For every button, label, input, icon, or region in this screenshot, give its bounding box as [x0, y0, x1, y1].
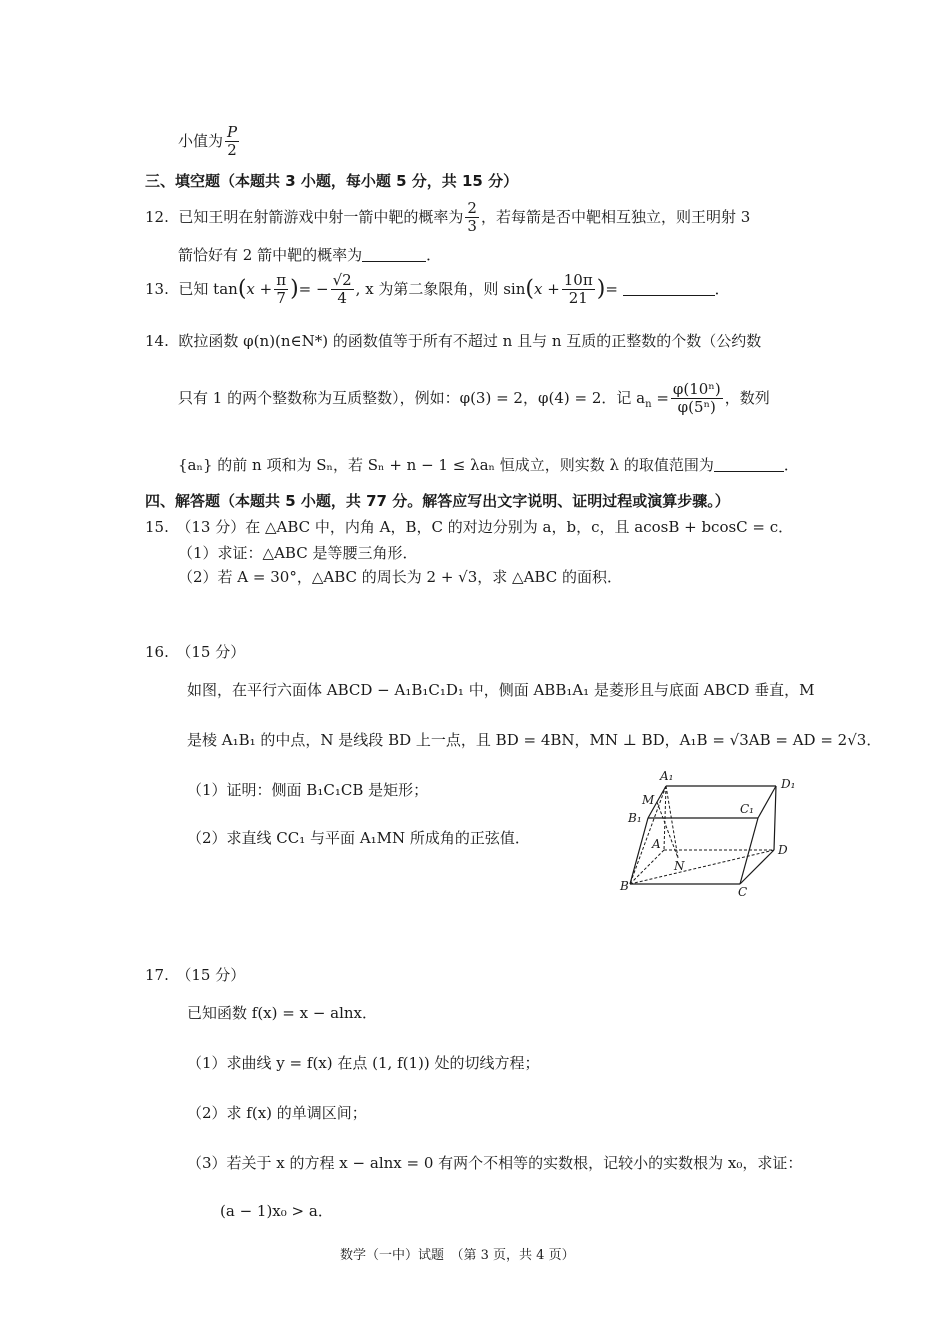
- top-line-text: 小值为: [178, 131, 224, 150]
- q13-eq: = −: [298, 279, 329, 298]
- q12-text-a: 已知王明在射箭游戏中射一箭中靶的概率为: [178, 207, 464, 226]
- q13-t-den: 21: [568, 289, 588, 308]
- question-17-part-3: （3）若关于 x 的方程 x − alnx = 0 有两个不相等的实数根，记较小的实数根为 x₀，求证：: [187, 1154, 803, 1172]
- label-N: N: [674, 859, 685, 873]
- question-16-head: 16. （15 分）: [145, 643, 246, 661]
- q14-text-a: 欧拉函数 φ(n)(n∈N*) 的函数值等于所有不超过 n 且与 n 互质的正整数的个数（公约数: [178, 332, 762, 350]
- q13-pi-den: 7: [276, 289, 286, 308]
- question-17-head: 17. （15 分）: [145, 966, 246, 984]
- q14-text-c: {aₙ} 的前 n 项和为 Sₙ，若 Sₙ + n − 1 ≤ λaₙ 恒成立，则实数 λ 的取值范围为: [178, 456, 714, 474]
- top-line: [178, 124, 241, 160]
- question-14-line-1: [145, 332, 761, 350]
- q13-number: 13.: [145, 279, 169, 298]
- section-3-heading: 三、填空题（本题共 3 小题，每小题 5 分，共 15 分）: [145, 172, 519, 190]
- label-B1: B₁: [628, 811, 642, 825]
- question-16-part-2: （2）求直线 CC₁ 与平面 A₁MN 所成角的正弦值．: [187, 829, 530, 847]
- q12-number: 12.: [145, 207, 169, 226]
- q13-eq2: =: [605, 279, 618, 298]
- q13-pi-num: π: [276, 271, 287, 289]
- q13-sq-num: √2: [332, 271, 352, 289]
- top-frac-num: P: [227, 123, 238, 141]
- q14-b-eq: =: [656, 388, 669, 407]
- label-B: B: [620, 879, 629, 893]
- q12-text-b: ，若每箭是否中靶相互独立，则王明射 3: [480, 207, 751, 226]
- q13-sqrt-fraction: [331, 272, 354, 308]
- q14-fraction: [671, 381, 723, 417]
- q13-x1: x +: [246, 279, 273, 298]
- label-D1: D₁: [781, 777, 796, 791]
- label-C: C: [738, 885, 748, 898]
- q12-answer-blank[interactable]: [362, 246, 426, 262]
- q12-fraction: [465, 200, 479, 236]
- q14-text-b: 只有 1 的两个整数称为互质整数），例如：φ(3) = 2，φ(4) = 2．记 a: [178, 388, 646, 407]
- question-13: 13. 已知 tan(x + $\frac{\pi}{7}$ )= − $\frac{√2}{4}$ , x 为第二象限角，则 sin(x + $\frac{10\pi}{21}$ )= ．: [145, 271, 730, 308]
- top-fraction: [225, 124, 239, 160]
- q13-text-b: , x 为第二象限角，则 sin: [355, 279, 526, 298]
- q13-t-num: 10π: [563, 271, 593, 289]
- q14-number: 14.: [145, 332, 169, 350]
- q14-frac-den: φ(5ⁿ): [677, 398, 716, 417]
- q14-b-tail: ，数列: [724, 388, 770, 407]
- q13-sq-den: 4: [337, 289, 347, 308]
- question-15-head: 15. （13 分）在 △ABC 中，内角 A，B，C 的对边分别为 a，b，c，且 acosB + bcosC = c．: [145, 518, 794, 536]
- question-15-part-1: （1）求证：△ABC 是等腰三角形．: [178, 544, 418, 562]
- question-17-part-1: （1）求曲线 y = f(x) 在点 (1, f(1)) 处的切线方程；: [187, 1054, 540, 1072]
- label-A1: A₁: [660, 769, 674, 783]
- q13-text-a: 已知 tan: [178, 279, 238, 298]
- q12-frac-num: 2: [467, 199, 477, 217]
- label-M: M: [642, 793, 655, 807]
- label-D: D: [778, 843, 788, 857]
- top-frac-den: 2: [227, 141, 237, 160]
- question-17-part-3-inequality: (a − 1)x₀ > a．: [220, 1202, 333, 1220]
- question-14-line-3: {aₙ} 的前 n 项和为 Sₙ，若 Sₙ + n − 1 ≤ λaₙ 恒成立，则实数 λ 的取值范围为 ．: [178, 456, 799, 474]
- question-16-part-1: （1）证明：侧面 B₁C₁CB 是矩形；: [187, 781, 429, 799]
- q14-frac-num: φ(10ⁿ): [672, 380, 721, 398]
- q13-pi-fraction: [274, 272, 288, 308]
- question-14-line-2: [178, 381, 770, 417]
- section-4-heading: 四、解答题（本题共 5 小题，共 77 分。解答应写出文字说明、证明过程或演算步骤。）: [145, 492, 730, 510]
- question-16-line-1: 如图，在平行六面体 ABCD − A₁B₁C₁D₁ 中，侧面 ABB₁A₁ 是菱形且与底面 ABCD 垂直，M: [187, 681, 815, 699]
- q13-x2: x +: [533, 279, 560, 298]
- question-12-line-1: [145, 200, 750, 236]
- q13-answer-blank[interactable]: [623, 280, 715, 296]
- question-12-line-2: 箭恰好有 2 箭中靶的概率为 ．: [178, 246, 442, 264]
- q13-angle-fraction: [562, 272, 595, 308]
- q12-text-c: 箭恰好有 2 箭中靶的概率为: [178, 246, 363, 264]
- q14-answer-blank[interactable]: [714, 456, 784, 472]
- label-C1: C₁: [740, 802, 754, 816]
- page-footer: 数学（一中）试题 （第 3 页，共 4 页）: [340, 1248, 575, 1263]
- question-17-part-2: （2）求 f(x) 的单调区间；: [187, 1104, 367, 1122]
- q12-frac-den: 3: [467, 217, 477, 236]
- question-16-line-2: 是棱 A₁B₁ 的中点，N 是线段 BD 上一点，且 BD = 4BN，MN ⊥ BD，A₁B = √3AB = AD = 2√3．: [187, 731, 882, 749]
- question-15-part-2: （2）若 A = 30°，△ABC 的周长为 2 + √3，求 △ABC 的面积．: [178, 568, 622, 586]
- question-17-line-1: 已知函数 f(x) = x − alnx．: [187, 1004, 378, 1022]
- q14-b-sub: n: [645, 398, 652, 410]
- label-A: A: [652, 837, 661, 851]
- parallelepiped-figure: [618, 768, 808, 898]
